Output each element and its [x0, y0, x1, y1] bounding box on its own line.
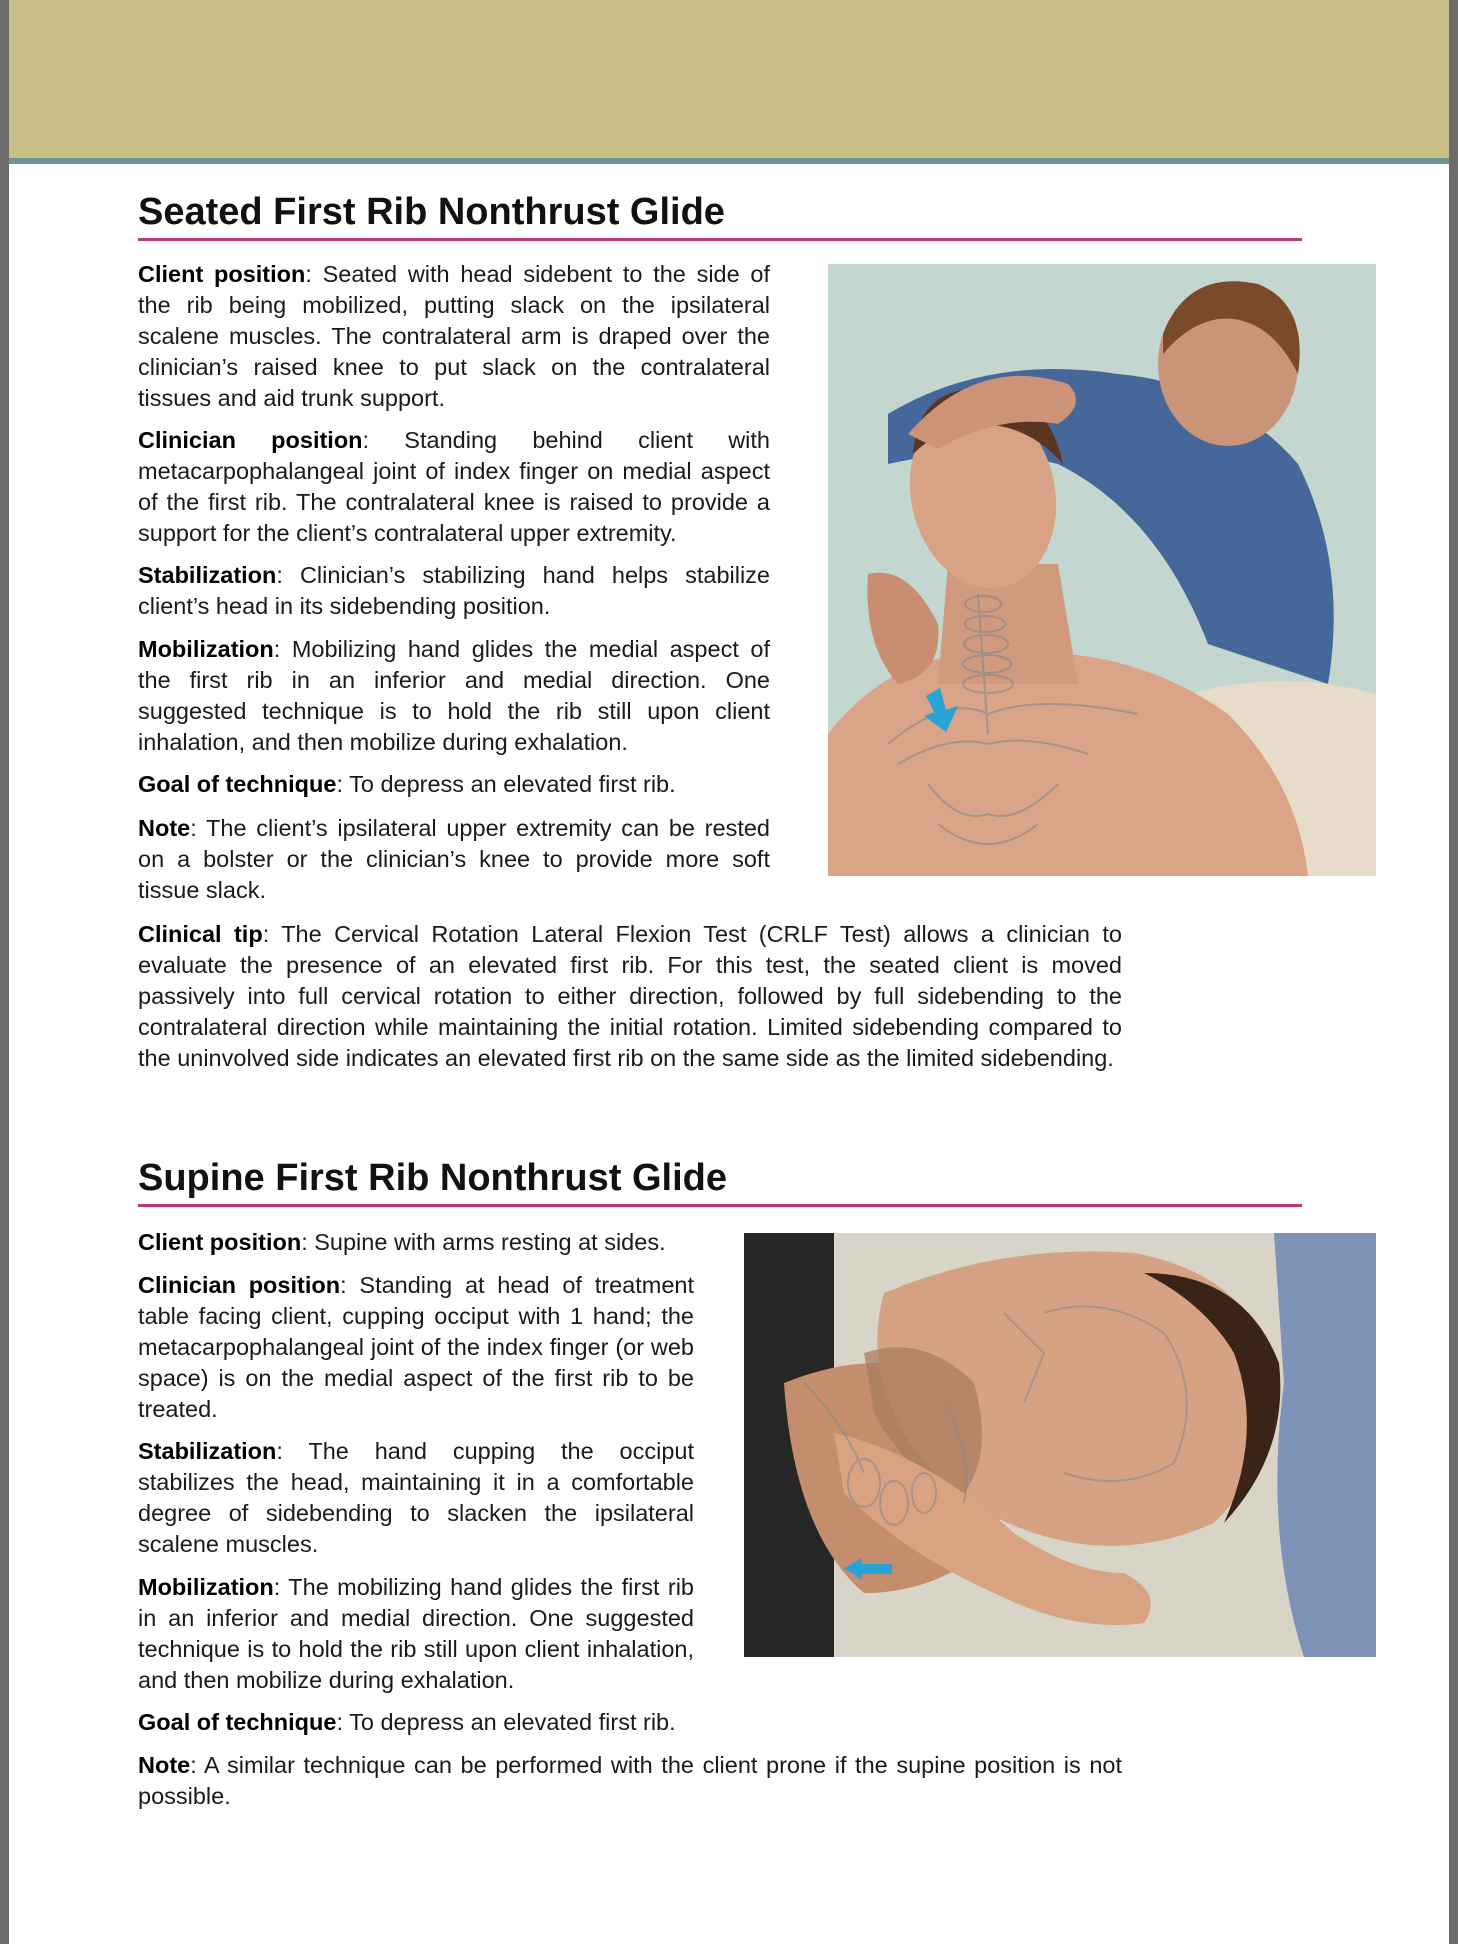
- label: Mobilization: [138, 1574, 274, 1600]
- label: Client position: [138, 261, 306, 287]
- paragraph-clinical-tip: Clinical tip: The Cervical Rotation Lateral Flexion Test (CRLF Test) allows a clinician to evaluate the presence of an elevated first rib. For this test, the seated client is moved passively into full cervical rotation to either direction, followed by full sidebending to the contralateral direction while maintaining the initial rotation. Limited sidebending compared to the uninvolved side indicates an elevated first rib on the same side as the limited sidebending.: [138, 921, 1122, 1071]
- section-title-seated: Seated First Rib Nonthrust Glide: [138, 190, 1302, 241]
- paragraph-clinician-position: Clinician position: Standing behind client with metacarpophalangeal joint of index finger on medial aspect of the first rib. The contralateral knee is raised to provide a support for the client’s contralateral upper extremity.: [138, 427, 770, 546]
- label: Stabilization: [138, 562, 277, 588]
- label: Clinical tip: [138, 921, 263, 947]
- label: Goal of technique: [138, 771, 337, 797]
- label: Client position: [138, 1229, 302, 1255]
- photo-seated-first-rib: [828, 264, 1376, 876]
- photo-supine-first-rib: [744, 1233, 1376, 1657]
- document-page: [9, 0, 1449, 1944]
- label: Clinician position: [138, 427, 363, 453]
- label: Note: [138, 815, 191, 841]
- label: Note: [138, 1752, 191, 1778]
- label: Stabilization: [138, 1438, 277, 1464]
- header-band: [9, 0, 1449, 164]
- paragraph-clinician-position: Clinician position: Standing at head of treatment table facing client, cupping occiput with 1 hand; the metacarpophalangeal joint of the index finger (or web space) is on the medial aspect of the first rib to be treated.: [138, 1272, 694, 1422]
- paragraph-mobilization: Mobilization: Mobilizing hand glides the medial aspect of the first rib in an inferior and medial direction. One suggested technique is to hold the rib still upon client inhalation, and then mobilize during exhalation.: [138, 636, 770, 755]
- paragraph-goal: Goal of technique: To depress an elevated first rib.: [138, 771, 676, 797]
- paragraph-note: Note: A similar technique can be performed with the client prone if the supine position is not possible.: [138, 1752, 1122, 1809]
- paragraph-stabilization: Stabilization: Clinician’s stabilizing hand helps stabilize client’s head in its sidebending position.: [138, 562, 770, 619]
- paragraph-goal: Goal of technique: To depress an elevated first rib.: [138, 1709, 676, 1735]
- paragraph-client-position: Client position: Supine with arms resting at sides.: [138, 1229, 666, 1255]
- paragraph-note: Note: The client’s ipsilateral upper extremity can be rested on a bolster or the clinician’s knee to provide more soft tissue slack.: [138, 815, 770, 903]
- paragraph-mobilization: Mobilization: The mobilizing hand glides the first rib in an inferior and medial direction. One suggested technique is to hold the rib still upon client inhalation, and then mobilize during exhalation.: [138, 1574, 694, 1693]
- label: Clinician position: [138, 1272, 341, 1298]
- paragraph-client-position: Client position: Seated with head sidebent to the side of the rib being mobilized, putting slack on the ipsilateral scalene muscles. The contralateral arm is draped over the clinician’s raised knee to put slack on the contralateral tissues and aid trunk support.: [138, 261, 770, 411]
- paragraph-stabilization: Stabilization: The hand cupping the occiput stabilizes the head, maintaining it in a comfortable degree of sidebending to slacken the ipsilateral scalene muscles.: [138, 1438, 694, 1557]
- label: Goal of technique: [138, 1709, 337, 1735]
- label: Mobilization: [138, 636, 274, 662]
- section-title-supine: Supine First Rib Nonthrust Glide: [138, 1156, 1302, 1207]
